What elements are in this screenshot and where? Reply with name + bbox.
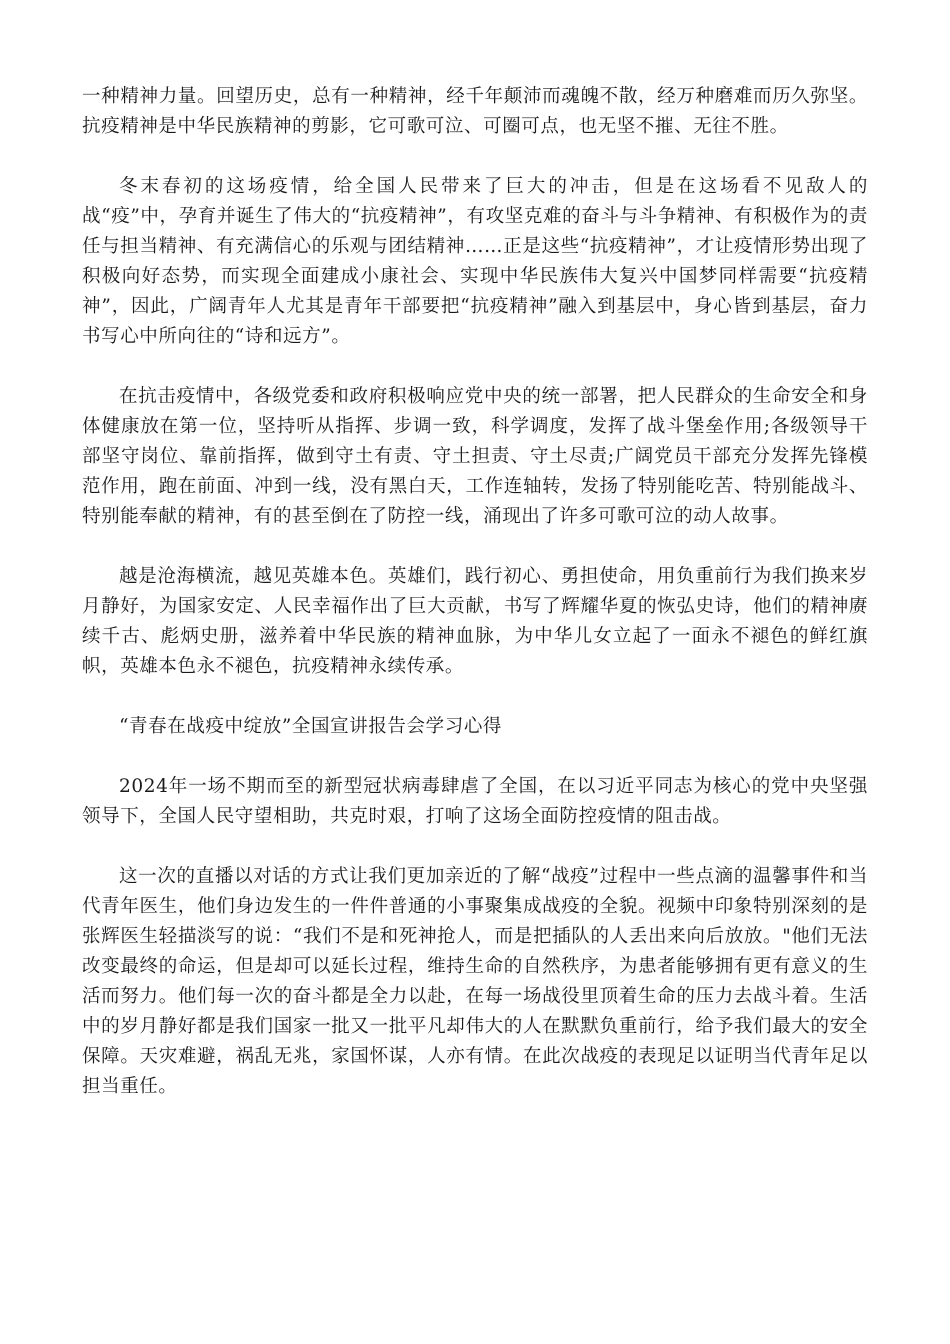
section-heading: “青春在战疫中绽放”全国宣讲报告会学习心得 (119, 716, 503, 737)
paragraph-continuation: 一种精神力量。回望历史，总有一种精神，经千年颠沛而魂魄不散，经万种磨难而历久弥坚。抗疫精神是中华民族精神的剪影，它可歌可泣、可圈可点，也无坚不摧、无往不胜。 (82, 86, 868, 137)
paragraph: 冬末春初的这场疫情，给全国人民带来了巨大的冲击，但是在这场看不见敌人的战“疫”中，孕育并诞生了伟大的“抗疫精神”，有攻坚克难的奋斗与斗争精神、有积极作为的责任与担当精神、有充满信心的乐观与团结精神……正是这些“抗疫精神”，才让疫情形势出现了积极向好态势，而实现全面建成小康社会、实现中华民族伟大复兴中国梦同样需要“抗疫精神”，因此，广阔青年人尤其是青年干部要把“抗疫精神”融入到基层中，身心皆到基层，奋力书写心中所向往的“诗和远方”。 (82, 176, 868, 347)
paragraph: 在抗击疫情中，各级党委和政府积极响应党中央的统一部署，把人民群众的生命安全和身体健康放在第一位，坚持听从指挥、步调一致，科学调度，发挥了战斗堡垒作用;各级领导干部坚守岗位、靠前指挥，做到守土有责、守土担责、守土尽责;广阔党员干部充分发挥先锋模范作用，跑在前面、冲到一线，没有黑白天，工作连轴转，发扬了特别能吃苦、特别能战斗、特别能奉献的精神，有的甚至倒在了防控一线，涌现出了许多可歌可泣的动人故事。 (82, 386, 868, 527)
paragraph: 2024年一场不期而至的新型冠状病毒肆虐了全国，在以习近平同志为核心的党中央坚强领导下，全国人民守望相助，共克时艰，打响了这场全面防控疫情的阻击战。 (82, 776, 868, 827)
paragraph: 这一次的直播以对话的方式让我们更加亲近的了解“战疫”过程中一些点滴的温馨事件和当代青年医生，他们身边发生的一件件普通的小事聚集成战疫的全貌。视频中印象特别深刻的是张辉医生轻描淡写的说：“我们不是和死神抢人，而是把插队的人丢出来向后放放。"他们无法改变最终的命运，但是却可以延长过程，维持生命的自然秩序，为患者能够拥有更有意义的生活而努力。他们每一次的奋斗都是全力以赴，在每一场战役里顶着生命的压力去战斗着。生活中的岁月静好都是我们国家一批又一批平凡却伟大的人在默默负重前行，给予我们最大的安全保障。天灾难避，祸乱无兆，家国怀谋，人亦有情。在此次战疫的表现足以证明当代青年足以担当重任。 (82, 866, 868, 1097)
document-page (82, 82, 868, 1102)
paragraph: 越是沧海横流，越见英雄本色。英雄们，践行初心、勇担使命，用负重前行为我们换来岁月静好，为国家安定、人民幸福作出了巨大贡献，书写了辉耀华夏的恢弘史诗，他们的精神赓续千古、彪炳史册，滋养着中华民族的精神血脉，为中华儿女立起了一面永不褪色的鲜红旗帜，英雄本色永不褪色，抗疫精神永续传承。 (82, 566, 868, 677)
